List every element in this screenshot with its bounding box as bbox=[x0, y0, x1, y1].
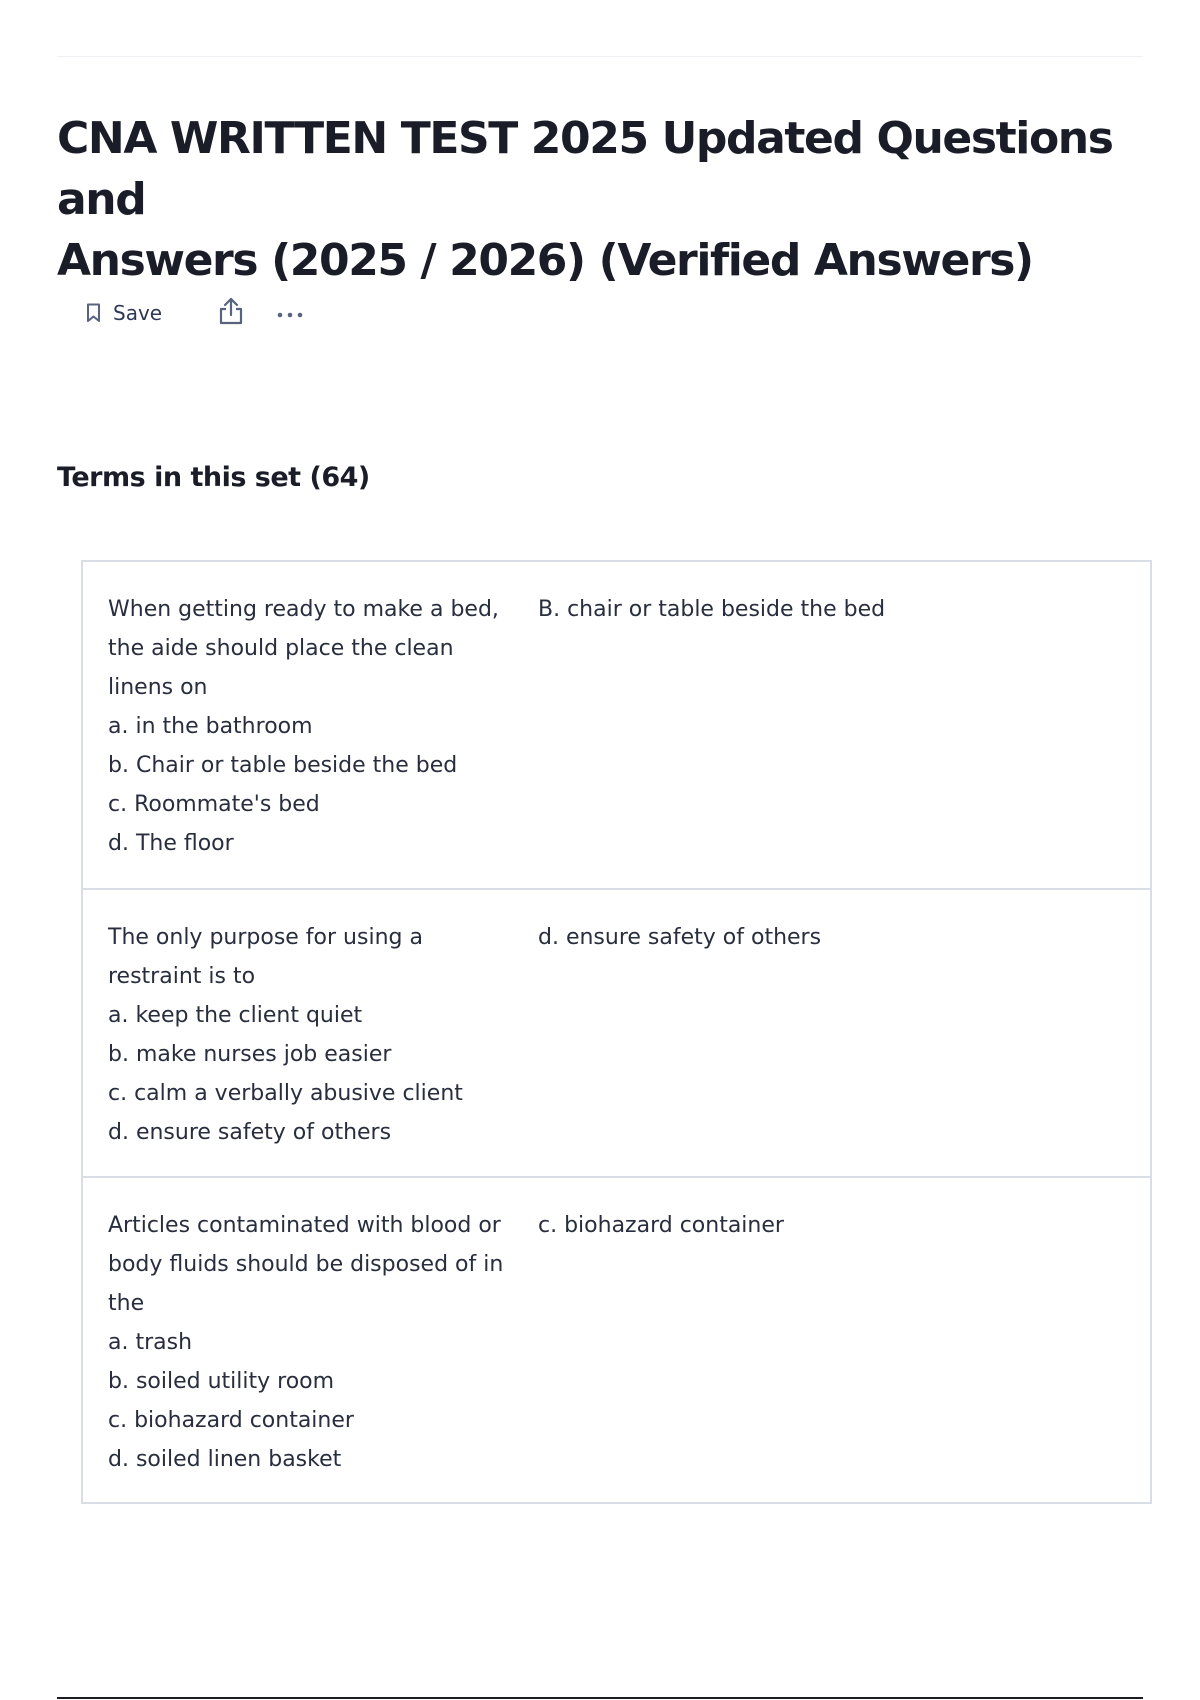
bottom-divider bbox=[57, 1697, 1143, 1699]
page-title bbox=[57, 108, 1187, 291]
question-line: the bbox=[108, 1291, 145, 1316]
more-options-button[interactable] bbox=[276, 304, 304, 323]
question-line: When getting ready to make a bed, bbox=[108, 597, 499, 622]
question-line: body fluids should be disposed of in bbox=[108, 1252, 504, 1277]
page-title-line-2: Answers (2025 / 2026) (Verified Answers) bbox=[57, 235, 1033, 286]
page-title-line-1: CNA WRITTEN TEST 2025 Updated Questions and bbox=[57, 113, 1113, 225]
question-line: restraint is to bbox=[108, 964, 256, 989]
term-answer: d. ensure safety of others bbox=[538, 925, 822, 950]
question-line: the aide should place the clean bbox=[108, 636, 454, 661]
terms-list bbox=[81, 560, 1152, 1504]
term-answer: c. biohazard container bbox=[538, 1213, 784, 1238]
question-option: c. calm a verbally abusive client bbox=[108, 1081, 463, 1106]
question-option: c. Roommate's bed bbox=[108, 792, 320, 817]
question-option: a. trash bbox=[108, 1330, 193, 1355]
question-line: The only purpose for using a bbox=[108, 925, 423, 950]
question-option: d. ensure safety of others bbox=[108, 1120, 392, 1145]
question-option: d. soiled linen basket bbox=[108, 1447, 342, 1472]
terms-heading: Terms in this set (64) bbox=[57, 462, 370, 493]
question-option: b. soiled utility room bbox=[108, 1369, 335, 1394]
question-option: a. in the bathroom bbox=[108, 714, 313, 739]
question-option: c. biohazard container bbox=[108, 1408, 354, 1433]
question-option: b. make nurses job easier bbox=[108, 1042, 392, 1067]
term-row[interactable] bbox=[83, 888, 1150, 1176]
question-option: a. keep the client quiet bbox=[108, 1003, 363, 1028]
top-divider bbox=[57, 56, 1143, 57]
question-line: Articles contaminated with blood or bbox=[108, 1213, 501, 1238]
term-question bbox=[83, 890, 538, 1176]
more-options-icon bbox=[276, 304, 304, 323]
term-question bbox=[83, 562, 538, 888]
save-button[interactable] bbox=[86, 297, 162, 329]
share-button[interactable] bbox=[218, 296, 244, 330]
term-row[interactable] bbox=[83, 1176, 1150, 1502]
question-line: linens on bbox=[108, 675, 208, 700]
save-label: Save bbox=[113, 301, 163, 325]
share-icon bbox=[218, 296, 244, 330]
term-question bbox=[83, 1178, 538, 1502]
question-option: b. Chair or table beside the bed bbox=[108, 753, 458, 778]
question-option: d. The floor bbox=[108, 831, 234, 856]
term-row[interactable] bbox=[83, 562, 1150, 888]
bookmark-icon bbox=[86, 303, 101, 323]
action-bar bbox=[86, 296, 304, 330]
term-answer: B. chair or table beside the bed bbox=[538, 597, 886, 622]
